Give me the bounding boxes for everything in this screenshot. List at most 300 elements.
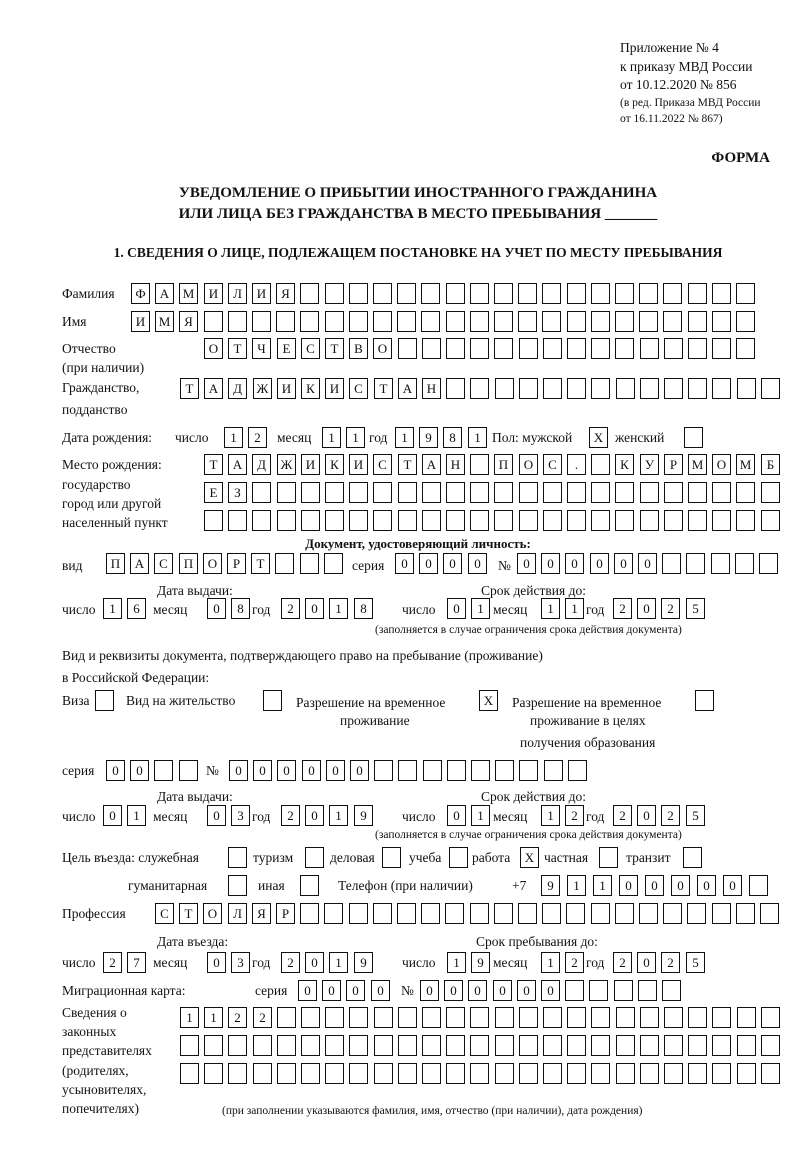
char-cell-right-number[interactable]: [495, 760, 514, 781]
char-cell-profession[interactable]: Я: [252, 903, 271, 924]
char-cell-patronymic[interactable]: [422, 338, 441, 359]
char-cell-surname[interactable]: [663, 283, 682, 304]
char-cell-reps-3[interactable]: [688, 1063, 707, 1084]
char-cell-surname[interactable]: [325, 283, 344, 304]
char-cell-reps-2[interactable]: [495, 1035, 514, 1056]
char-cell-citizenship[interactable]: [640, 378, 659, 399]
char-cell-stay-month[interactable]: 1: [541, 952, 560, 973]
char-cell-reps-3[interactable]: [495, 1063, 514, 1084]
char-cell-birthplace-2[interactable]: [567, 482, 586, 503]
char-cell-profession[interactable]: [397, 903, 416, 924]
char-cell-citizenship[interactable]: Н: [422, 378, 441, 399]
char-cell-birthplace-3[interactable]: [470, 510, 489, 531]
char-cell-reps-1[interactable]: [737, 1007, 756, 1028]
char-cell-birthplace-1[interactable]: Н: [446, 454, 465, 475]
char-cell-doc-series[interactable]: 0: [443, 553, 462, 574]
char-cell-patronymic[interactable]: [494, 338, 513, 359]
char-cell-reps-3[interactable]: [470, 1063, 489, 1084]
char-cell-doc-issue-year[interactable]: 8: [354, 598, 373, 619]
char-cell-birthplace-2[interactable]: [494, 482, 513, 503]
char-cell-mc-number[interactable]: 0: [493, 980, 512, 1001]
char-cell-phone[interactable]: 0: [723, 875, 742, 896]
char-cell-birthplace-1[interactable]: К: [615, 454, 634, 475]
char-cell-birthplace-3[interactable]: [688, 510, 707, 531]
char-cell-doc-number[interactable]: 0: [517, 553, 536, 574]
char-cell-name[interactable]: [639, 311, 658, 332]
char-cell-entry-day[interactable]: 7: [127, 952, 146, 973]
char-cell-reps-2[interactable]: [591, 1035, 610, 1056]
char-cell-right-number[interactable]: 0: [277, 760, 296, 781]
char-cell-right-series[interactable]: [154, 760, 173, 781]
char-cell-reps-2[interactable]: [567, 1035, 586, 1056]
char-cell-entry-year[interactable]: 1: [329, 952, 348, 973]
char-cell-name[interactable]: [736, 311, 755, 332]
char-cell-doc-issue-day[interactable]: 6: [127, 598, 146, 619]
char-cell-right-number[interactable]: [568, 760, 587, 781]
char-cell-name[interactable]: [542, 311, 561, 332]
char-cell-reps-3[interactable]: [180, 1063, 199, 1084]
char-cell-surname[interactable]: Ф: [131, 283, 150, 304]
char-cell-right-valid-year[interactable]: 5: [686, 805, 705, 826]
char-cell-profession[interactable]: [373, 903, 392, 924]
char-cell-stay-day[interactable]: 9: [471, 952, 490, 973]
char-cell-reps-2[interactable]: [253, 1035, 272, 1056]
char-cell-citizenship[interactable]: [761, 378, 780, 399]
char-cell-right-number[interactable]: [374, 760, 393, 781]
char-cell-phone[interactable]: 9: [541, 875, 560, 896]
char-cell-birthplace-3[interactable]: [519, 510, 538, 531]
char-cell-surname[interactable]: [567, 283, 586, 304]
char-cell-reps-2[interactable]: [761, 1035, 780, 1056]
char-cell-birthplace-1[interactable]: С: [543, 454, 562, 475]
char-cell-mc-number[interactable]: 0: [541, 980, 560, 1001]
char-cell-reps-1[interactable]: [761, 1007, 780, 1028]
char-cell-birthplace-1[interactable]: М: [736, 454, 755, 475]
char-cell-birthplace-1[interactable]: Ж: [277, 454, 296, 475]
char-cell-reps-3[interactable]: [277, 1063, 296, 1084]
char-cell-name[interactable]: [252, 311, 271, 332]
char-cell-reps-1[interactable]: [349, 1007, 368, 1028]
char-cell-doc-valid-month[interactable]: 1: [541, 598, 560, 619]
char-cell-reps-1[interactable]: 1: [204, 1007, 223, 1028]
char-cell-profession[interactable]: [324, 903, 343, 924]
char-cell-reps-2[interactable]: [664, 1035, 683, 1056]
char-cell-citizenship[interactable]: Ж: [253, 378, 272, 399]
char-cell-reps-1[interactable]: 2: [253, 1007, 272, 1028]
char-cell-surname[interactable]: [470, 283, 489, 304]
char-cell-birthplace-2[interactable]: [688, 482, 707, 503]
char-cell-doc-series[interactable]: 0: [395, 553, 414, 574]
char-cell-birthplace-2[interactable]: [736, 482, 755, 503]
char-cell-birthplace-3[interactable]: [301, 510, 320, 531]
char-cell-phone[interactable]: 0: [697, 875, 716, 896]
char-cell-birthplace-1[interactable]: И: [301, 454, 320, 475]
char-cell-birth-year[interactable]: 9: [419, 427, 438, 448]
char-cell-doc-valid-year[interactable]: 0: [637, 598, 656, 619]
char-cell-birthplace-3[interactable]: [252, 510, 271, 531]
char-cell-reps-1[interactable]: [374, 1007, 393, 1028]
char-cell-reps-2[interactable]: [470, 1035, 489, 1056]
char-cell-reps-2[interactable]: [519, 1035, 538, 1056]
checkbox-purpose-humanitarian[interactable]: [228, 875, 247, 896]
char-cell-reps-3[interactable]: [374, 1063, 393, 1084]
char-cell-birthplace-2[interactable]: [543, 482, 562, 503]
char-cell-name[interactable]: [567, 311, 586, 332]
char-cell-doc-valid-day[interactable]: 0: [447, 598, 466, 619]
char-cell-doc-type[interactable]: О: [203, 553, 222, 574]
char-cell-birthplace-1[interactable]: А: [422, 454, 441, 475]
char-cell-reps-2[interactable]: [277, 1035, 296, 1056]
char-cell-patronymic[interactable]: [446, 338, 465, 359]
char-cell-patronymic[interactable]: Ч: [252, 338, 271, 359]
char-cell-name[interactable]: [349, 311, 368, 332]
char-cell-reps-2[interactable]: [446, 1035, 465, 1056]
char-cell-profession[interactable]: [591, 903, 610, 924]
char-cell-profession[interactable]: [445, 903, 464, 924]
char-cell-right-number[interactable]: [519, 760, 538, 781]
char-cell-surname[interactable]: [518, 283, 537, 304]
char-cell-right-valid-year[interactable]: 0: [637, 805, 656, 826]
char-cell-right-number[interactable]: [544, 760, 563, 781]
checkbox-purpose-other[interactable]: [300, 875, 319, 896]
char-cell-reps-2[interactable]: [349, 1035, 368, 1056]
char-cell-stay-year[interactable]: 5: [686, 952, 705, 973]
char-cell-reps-3[interactable]: [253, 1063, 272, 1084]
char-cell-doc-type[interactable]: С: [154, 553, 173, 574]
char-cell-profession[interactable]: [470, 903, 489, 924]
char-cell-surname[interactable]: [494, 283, 513, 304]
checkbox-purpose-transit[interactable]: [683, 847, 702, 868]
char-cell-patronymic[interactable]: [688, 338, 707, 359]
char-cell-birthplace-3[interactable]: [349, 510, 368, 531]
char-cell-patronymic[interactable]: В: [349, 338, 368, 359]
char-cell-profession[interactable]: О: [203, 903, 222, 924]
char-cell-mc-number[interactable]: 0: [468, 980, 487, 1001]
char-cell-reps-1[interactable]: [446, 1007, 465, 1028]
char-cell-name[interactable]: [446, 311, 465, 332]
char-cell-name[interactable]: [325, 311, 344, 332]
checkbox-visa[interactable]: [95, 690, 114, 711]
char-cell-doc-issue-year[interactable]: 1: [329, 598, 348, 619]
char-cell-doc-series[interactable]: 0: [468, 553, 487, 574]
char-cell-birth-month[interactable]: 1: [322, 427, 341, 448]
char-cell-birthplace-2[interactable]: [664, 482, 683, 503]
char-cell-reps-2[interactable]: [422, 1035, 441, 1056]
char-cell-right-number[interactable]: 0: [253, 760, 272, 781]
char-cell-phone[interactable]: 0: [619, 875, 638, 896]
char-cell-doc-number[interactable]: [735, 553, 754, 574]
char-cell-patronymic[interactable]: [615, 338, 634, 359]
char-cell-doc-valid-year[interactable]: 5: [686, 598, 705, 619]
char-cell-phone[interactable]: [749, 875, 768, 896]
char-cell-surname[interactable]: И: [204, 283, 223, 304]
char-cell-birthplace-1[interactable]: К: [325, 454, 344, 475]
char-cell-reps-1[interactable]: 1: [180, 1007, 199, 1028]
char-cell-birthplace-2[interactable]: [640, 482, 659, 503]
char-cell-birthplace-1[interactable]: Д: [252, 454, 271, 475]
char-cell-citizenship[interactable]: К: [301, 378, 320, 399]
char-cell-birth-year[interactable]: 8: [443, 427, 462, 448]
char-cell-profession[interactable]: [349, 903, 368, 924]
char-cell-reps-1[interactable]: [567, 1007, 586, 1028]
char-cell-citizenship[interactable]: [470, 378, 489, 399]
char-cell-profession[interactable]: [712, 903, 731, 924]
char-cell-surname[interactable]: [300, 283, 319, 304]
char-cell-reps-2[interactable]: [374, 1035, 393, 1056]
char-cell-reps-3[interactable]: [591, 1063, 610, 1084]
char-cell-surname[interactable]: А: [155, 283, 174, 304]
char-cell-phone[interactable]: 1: [567, 875, 586, 896]
char-cell-birthplace-3[interactable]: [422, 510, 441, 531]
char-cell-right-issue-year[interactable]: 1: [329, 805, 348, 826]
char-cell-birth-year[interactable]: 1: [468, 427, 487, 448]
char-cell-name[interactable]: [204, 311, 223, 332]
char-cell-doc-valid-day[interactable]: 1: [471, 598, 490, 619]
char-cell-name[interactable]: [373, 311, 392, 332]
char-cell-right-series[interactable]: [179, 760, 198, 781]
char-cell-birthplace-2[interactable]: [301, 482, 320, 503]
checkbox-purpose-official[interactable]: [228, 847, 247, 868]
char-cell-doc-number[interactable]: [662, 553, 681, 574]
char-cell-birthplace-2[interactable]: [277, 482, 296, 503]
char-cell-doc-issue-year[interactable]: 0: [305, 598, 324, 619]
char-cell-right-series[interactable]: 0: [130, 760, 149, 781]
char-cell-birthplace-2[interactable]: [325, 482, 344, 503]
char-cell-citizenship[interactable]: С: [349, 378, 368, 399]
char-cell-doc-number[interactable]: 0: [614, 553, 633, 574]
char-cell-doc-type[interactable]: Т: [251, 553, 270, 574]
char-cell-doc-type[interactable]: [300, 553, 319, 574]
char-cell-reps-1[interactable]: [470, 1007, 489, 1028]
char-cell-right-number[interactable]: [471, 760, 490, 781]
char-cell-birthplace-2[interactable]: [422, 482, 441, 503]
char-cell-mc-number[interactable]: 0: [517, 980, 536, 1001]
char-cell-reps-2[interactable]: [543, 1035, 562, 1056]
char-cell-profession[interactable]: [300, 903, 319, 924]
char-cell-citizenship[interactable]: [591, 378, 610, 399]
char-cell-citizenship[interactable]: [688, 378, 707, 399]
checkbox-purpose-work[interactable]: X: [520, 847, 539, 868]
char-cell-birthplace-3[interactable]: [664, 510, 683, 531]
char-cell-citizenship[interactable]: [519, 378, 538, 399]
char-cell-reps-2[interactable]: [325, 1035, 344, 1056]
char-cell-surname[interactable]: [591, 283, 610, 304]
char-cell-reps-1[interactable]: [616, 1007, 635, 1028]
char-cell-entry-month[interactable]: 3: [231, 952, 250, 973]
char-cell-profession[interactable]: [566, 903, 585, 924]
char-cell-patronymic[interactable]: [736, 338, 755, 359]
char-cell-doc-type[interactable]: П: [179, 553, 198, 574]
char-cell-birthplace-1[interactable]: О: [712, 454, 731, 475]
char-cell-stay-year[interactable]: 2: [613, 952, 632, 973]
char-cell-entry-year[interactable]: 2: [281, 952, 300, 973]
char-cell-patronymic[interactable]: Е: [277, 338, 296, 359]
char-cell-reps-3[interactable]: [398, 1063, 417, 1084]
char-cell-birth-month[interactable]: 1: [346, 427, 365, 448]
char-cell-right-number[interactable]: 0: [229, 760, 248, 781]
char-cell-birthplace-1[interactable]: И: [349, 454, 368, 475]
char-cell-reps-1[interactable]: [688, 1007, 707, 1028]
char-cell-right-issue-year[interactable]: 2: [281, 805, 300, 826]
char-cell-doc-type[interactable]: Р: [227, 553, 246, 574]
char-cell-name[interactable]: Я: [179, 311, 198, 332]
char-cell-doc-number[interactable]: 0: [638, 553, 657, 574]
char-cell-right-valid-day[interactable]: 0: [447, 805, 466, 826]
char-cell-citizenship[interactable]: [737, 378, 756, 399]
char-cell-birthplace-2[interactable]: З: [228, 482, 247, 503]
char-cell-name[interactable]: [688, 311, 707, 332]
char-cell-profession[interactable]: С: [155, 903, 174, 924]
char-cell-stay-month[interactable]: 2: [565, 952, 584, 973]
char-cell-birthplace-1[interactable]: [591, 454, 610, 475]
char-cell-reps-1[interactable]: [422, 1007, 441, 1028]
char-cell-patronymic[interactable]: [591, 338, 610, 359]
char-cell-mc-number[interactable]: [589, 980, 608, 1001]
char-cell-doc-type[interactable]: А: [130, 553, 149, 574]
char-cell-reps-3[interactable]: [446, 1063, 465, 1084]
char-cell-birthplace-1[interactable]: .: [567, 454, 586, 475]
char-cell-citizenship[interactable]: [712, 378, 731, 399]
char-cell-birthplace-3[interactable]: [398, 510, 417, 531]
char-cell-birthplace-1[interactable]: У: [640, 454, 659, 475]
char-cell-entry-year[interactable]: 0: [305, 952, 324, 973]
char-cell-birth-day[interactable]: 2: [248, 427, 267, 448]
char-cell-name[interactable]: [276, 311, 295, 332]
char-cell-birthplace-2[interactable]: [446, 482, 465, 503]
char-cell-reps-1[interactable]: [301, 1007, 320, 1028]
char-cell-doc-valid-year[interactable]: 2: [661, 598, 680, 619]
char-cell-mc-number[interactable]: 0: [420, 980, 439, 1001]
checkbox-sex-male[interactable]: X: [589, 427, 608, 448]
char-cell-patronymic[interactable]: О: [373, 338, 392, 359]
char-cell-name[interactable]: М: [155, 311, 174, 332]
checkbox-sex-female[interactable]: [684, 427, 703, 448]
char-cell-name[interactable]: [494, 311, 513, 332]
checkbox-purpose-study[interactable]: [449, 847, 468, 868]
char-cell-reps-3[interactable]: [640, 1063, 659, 1084]
char-cell-reps-1[interactable]: [495, 1007, 514, 1028]
char-cell-birthplace-3[interactable]: [204, 510, 223, 531]
char-cell-reps-2[interactable]: [737, 1035, 756, 1056]
char-cell-birthplace-1[interactable]: Р: [664, 454, 683, 475]
char-cell-phone[interactable]: 0: [645, 875, 664, 896]
char-cell-reps-1[interactable]: [664, 1007, 683, 1028]
char-cell-reps-1[interactable]: [325, 1007, 344, 1028]
char-cell-phone[interactable]: 1: [593, 875, 612, 896]
char-cell-citizenship[interactable]: [543, 378, 562, 399]
char-cell-mc-number[interactable]: [614, 980, 633, 1001]
char-cell-citizenship[interactable]: [664, 378, 683, 399]
char-cell-birthplace-1[interactable]: Т: [398, 454, 417, 475]
char-cell-reps-3[interactable]: [543, 1063, 562, 1084]
char-cell-profession[interactable]: Л: [228, 903, 247, 924]
char-cell-right-issue-month[interactable]: 0: [207, 805, 226, 826]
char-cell-right-number[interactable]: 0: [326, 760, 345, 781]
char-cell-reps-3[interactable]: [737, 1063, 756, 1084]
char-cell-citizenship[interactable]: [567, 378, 586, 399]
char-cell-reps-3[interactable]: [204, 1063, 223, 1084]
char-cell-reps-3[interactable]: [664, 1063, 683, 1084]
char-cell-reps-1[interactable]: [398, 1007, 417, 1028]
char-cell-patronymic[interactable]: [640, 338, 659, 359]
char-cell-profession[interactable]: Т: [179, 903, 198, 924]
char-cell-name[interactable]: [470, 311, 489, 332]
char-cell-profession[interactable]: [663, 903, 682, 924]
char-cell-right-valid-year[interactable]: 2: [613, 805, 632, 826]
char-cell-surname[interactable]: [373, 283, 392, 304]
char-cell-name[interactable]: [421, 311, 440, 332]
char-cell-profession[interactable]: Р: [276, 903, 295, 924]
char-cell-birthplace-2[interactable]: [373, 482, 392, 503]
char-cell-name[interactable]: [518, 311, 537, 332]
char-cell-citizenship[interactable]: И: [277, 378, 296, 399]
char-cell-reps-1[interactable]: [640, 1007, 659, 1028]
char-cell-patronymic[interactable]: [398, 338, 417, 359]
char-cell-profession[interactable]: [542, 903, 561, 924]
char-cell-mc-series[interactable]: 0: [322, 980, 341, 1001]
char-cell-doc-type[interactable]: П: [106, 553, 125, 574]
char-cell-patronymic[interactable]: [519, 338, 538, 359]
char-cell-profession[interactable]: [494, 903, 513, 924]
char-cell-mc-number[interactable]: 0: [444, 980, 463, 1001]
char-cell-birthplace-2[interactable]: Е: [204, 482, 223, 503]
char-cell-doc-number[interactable]: 0: [541, 553, 560, 574]
char-cell-right-issue-day[interactable]: 0: [103, 805, 122, 826]
char-cell-citizenship[interactable]: [616, 378, 635, 399]
char-cell-doc-number[interactable]: [711, 553, 730, 574]
char-cell-patronymic[interactable]: Т: [325, 338, 344, 359]
char-cell-citizenship[interactable]: Т: [374, 378, 393, 399]
char-cell-birthplace-3[interactable]: [567, 510, 586, 531]
char-cell-surname[interactable]: [446, 283, 465, 304]
char-cell-stay-year[interactable]: 2: [661, 952, 680, 973]
char-cell-citizenship[interactable]: А: [204, 378, 223, 399]
char-cell-surname[interactable]: [736, 283, 755, 304]
char-cell-right-issue-year[interactable]: 9: [354, 805, 373, 826]
char-cell-patronymic[interactable]: [664, 338, 683, 359]
char-cell-surname[interactable]: Л: [228, 283, 247, 304]
char-cell-profession[interactable]: [736, 903, 755, 924]
char-cell-birthplace-1[interactable]: М: [688, 454, 707, 475]
char-cell-doc-issue-day[interactable]: 1: [103, 598, 122, 619]
char-cell-birthplace-3[interactable]: [736, 510, 755, 531]
char-cell-birthplace-2[interactable]: [591, 482, 610, 503]
char-cell-right-valid-year[interactable]: 2: [661, 805, 680, 826]
char-cell-reps-1[interactable]: [591, 1007, 610, 1028]
char-cell-reps-1[interactable]: [277, 1007, 296, 1028]
char-cell-birthplace-1[interactable]: Б: [761, 454, 780, 475]
char-cell-patronymic[interactable]: [567, 338, 586, 359]
char-cell-profession[interactable]: [518, 903, 537, 924]
checkbox-purpose-business[interactable]: [382, 847, 401, 868]
char-cell-reps-2[interactable]: [640, 1035, 659, 1056]
char-cell-birthplace-1[interactable]: А: [228, 454, 247, 475]
char-cell-reps-3[interactable]: [325, 1063, 344, 1084]
char-cell-mc-number[interactable]: [565, 980, 584, 1001]
char-cell-patronymic[interactable]: О: [204, 338, 223, 359]
char-cell-reps-2[interactable]: [616, 1035, 635, 1056]
char-cell-doc-issue-month[interactable]: 8: [231, 598, 250, 619]
char-cell-reps-2[interactable]: [204, 1035, 223, 1056]
char-cell-doc-issue-year[interactable]: 2: [281, 598, 300, 619]
char-cell-birthplace-3[interactable]: [640, 510, 659, 531]
char-cell-birthplace-3[interactable]: [228, 510, 247, 531]
char-cell-name[interactable]: [615, 311, 634, 332]
char-cell-surname[interactable]: [615, 283, 634, 304]
char-cell-citizenship[interactable]: Д: [228, 378, 247, 399]
char-cell-birthplace-2[interactable]: [712, 482, 731, 503]
char-cell-citizenship[interactable]: Т: [180, 378, 199, 399]
